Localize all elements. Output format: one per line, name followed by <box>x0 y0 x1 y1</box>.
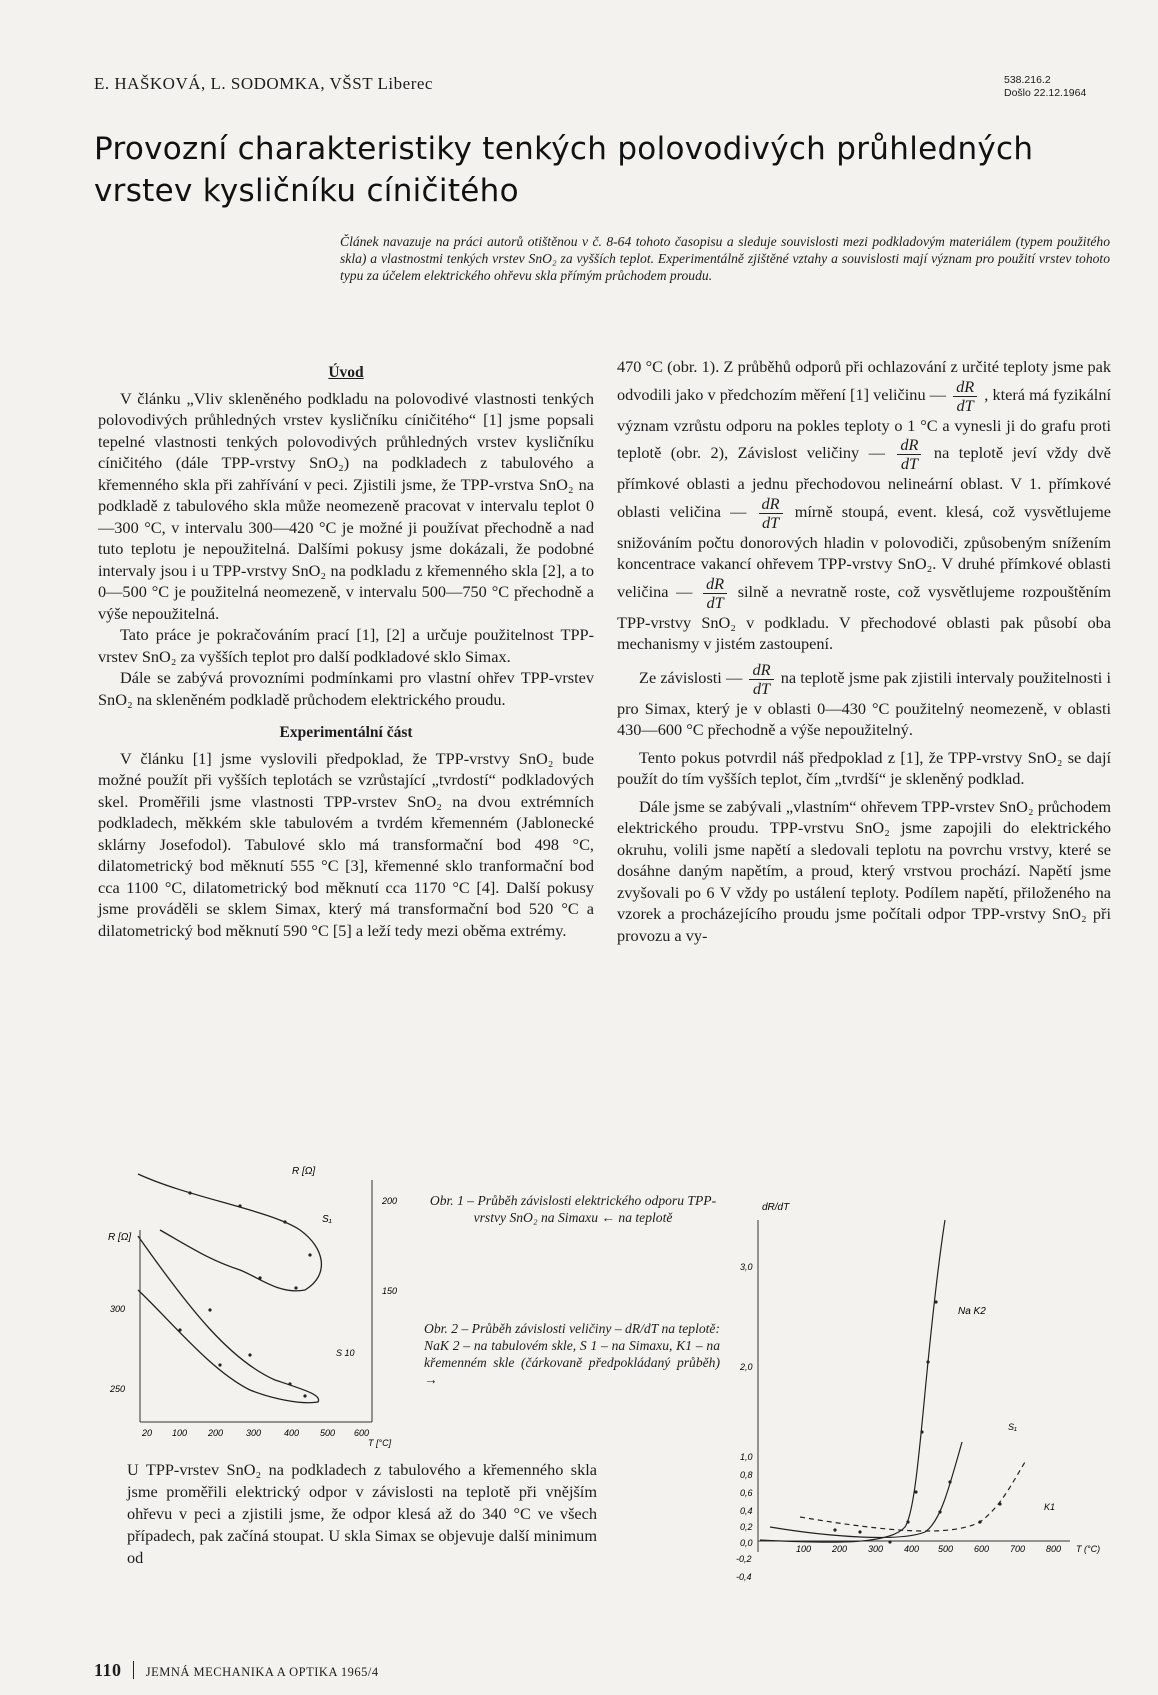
frac-num: dR <box>953 378 977 397</box>
fig2-x-tick: 700 <box>1010 1544 1026 1554</box>
fig2-y-tick: 2,0 <box>740 1362 753 1372</box>
fig2-x-tick: 600 <box>974 1544 990 1554</box>
fig2-y-tick: 0,6 <box>740 1488 753 1498</box>
fig1-curve-s10 <box>138 1236 319 1403</box>
paragraph: V článku [1] jsme vyslovili předpoklad, že TPP-vrstvy SnO₂ bude možné použít při vyšších teplotách se vzrůstající „tvrdostí“ podkladových skel. Proměřili jsme vlastnosti TPP-vrstev SnO₂ na dvou extrémních podkladech, měkkém skle tabulovém a tvrdém křemenném (Jablonecké sklárny Josefodol). Tabulové sklo má transformační bod 498 °C, dilatometrický bod měknutí 555 °C [3], křemenné sklo tranformační bod cca 1100 °C, dilatometrický bod měknutí cca 1170 °C [4]. Další pokusy jsme prováděli se sklem Simax, který má transformační bod 520 °C a dilatometrický bod měknutí 590 °C [5] a leží tedy mezi oběma extrémy. <box>98 748 594 940</box>
frac-den: dT <box>706 592 724 612</box>
frac-num: dR <box>759 495 783 514</box>
fig1-ylabel-right: R [Ω] <box>292 1166 316 1177</box>
fig2-y-tick: 3,0 <box>740 1262 753 1272</box>
fig2-y-tick: -0,4 <box>736 1572 752 1582</box>
fig2-y-tick: 0,4 <box>740 1506 753 1516</box>
fig1-curve-label: S₁ <box>322 1214 332 1225</box>
fig1-left-tick: 300 <box>110 1304 126 1314</box>
text-run: mírně stoupá, event. klesá, což vysvětlujeme snižováním počtu donorových hladin v polovodiči, způsobeným snížením koncentrace vakancí ohřevem TPP-vrstvy SnO₂. V druhé přímkové oblasti veličina — <box>617 501 1111 601</box>
left-column <box>98 358 594 941</box>
text-run: Ze závislosti — <box>639 667 743 687</box>
fig1-left-tick: 250 <box>110 1384 126 1394</box>
fig2-y-tick: 0,0 <box>740 1538 753 1548</box>
authors-line: E. HAŠKOVÁ, L. SODOMKA, VŠST Liberec <box>94 74 433 93</box>
paragraph: U TPP-vrstev SnO₂ na podkladech z tabulového a křemenného skla jsme proměřili elektrický odpor v závislosti na teplotě při vnějším ohřevu v peci a zjistili jsme, že odpor klesá až do 340 °C ve všech případech, pak začíná stoupat. U skla Simax se objevuje další minimum od <box>127 1460 597 1567</box>
right-column <box>617 356 1111 946</box>
intro-heading: Úvod <box>328 364 364 381</box>
paragraph <box>617 661 1111 741</box>
abstract: Článek navazuje na práci autorů otištěnou v č. 8-64 tohoto časopisu a sleduje souvislosti mezi podkladovým materiálem (typem použitého skla) a vlastnostmi tenkých vrstev SnO₂ za vyšších teplot. Experimentálně zjištěné vztahy a souvislosti mají význam pro použití vrstev tohoto typu za účelem elektrického ohřevu skla přímým průchodem proudu. <box>340 234 1110 283</box>
fig2-curve-label: S₁ <box>1008 1422 1017 1432</box>
fig2-y-tick: -0,2 <box>736 1554 752 1564</box>
frac-den: dT <box>761 512 780 532</box>
fig2-x-tick: 800 <box>1046 1544 1062 1554</box>
figure-1 <box>100 1160 430 1450</box>
paragraph: Dále se zabývá provozními podmínkami pro vlastní ohřev TPP-vrstev SnO₂ na skleněném podkladě průchodem elektrického proudu. <box>98 668 594 709</box>
fig1-x-tick: 200 <box>208 1428 224 1438</box>
article-title: Provozní charakteristiky tenkých polovodivých průhledných vrstev kysličníku cíničitého <box>94 131 1034 209</box>
fig1-x-ticks <box>141 1428 369 1438</box>
fig1-xlabel: T [°C] <box>368 1438 392 1448</box>
fig1-x-tick: 400 <box>284 1428 300 1438</box>
text-run: na teplotě jsme pak zjistili intervaly použitelnosti i pro Simax, který je v oblasti 0—430 °C použitelný neomezeně, v oblasti 430—600 °C přechodně a výše nepoužitelný. <box>617 667 1111 739</box>
fig2-y-tick: 0,2 <box>740 1522 753 1532</box>
fig2-curve-label: K1 <box>1044 1502 1056 1512</box>
frac-den: dT <box>752 678 771 698</box>
figure-2 <box>736 1192 1125 1582</box>
received-date: Došlo 22.12.1964 <box>1004 87 1087 99</box>
fig2-points <box>833 1300 1001 1543</box>
text-run: na teplotě jeví vždy dvě přímkové oblasti a jednu přechodovou nelineární oblast. V 1. přímkové oblasti veličina — <box>617 443 1111 521</box>
fraction-dr-dt <box>953 378 977 415</box>
experimental-heading: Experimentální část <box>279 724 413 741</box>
fig1-ylabel-left: R [Ω] <box>108 1232 132 1243</box>
footer-divider <box>133 1661 134 1679</box>
fig2-curve-s1 <box>770 1442 962 1537</box>
fig1-x-tick: 300 <box>246 1428 262 1438</box>
fraction-dr-dt <box>759 495 783 532</box>
paragraph: Tento pokus potvrdil náš předpoklad z [1], že TPP-vrstvy SnO₂ se dají použít do tím vyšších teplot, čím „tvrdší“ je skleněný podklad. <box>617 747 1111 788</box>
fig1-right-tick: 150 <box>382 1286 398 1296</box>
text-run: silně a nevratně roste, což vysvětlujeme rozpouštěním TPP-vrstvy SnO₂ v podkladu. V přechodové oblasti pak působí oba mechanismy v jistém zastoupení. <box>617 581 1111 653</box>
figure-1-caption: Obr. 1 – Průběh závislosti elektrického odporu TPP-vrstvy SnO₂ na Simaxu ← na teplotě <box>429 1193 717 1225</box>
udc-block <box>1004 74 1086 100</box>
fig2-xlabel: T (°C) <box>1076 1544 1101 1554</box>
journal-name: JEMNÁ MECHANIKA A OPTIKA 1965/4 <box>145 1665 379 1679</box>
page-number: 110 <box>94 1660 122 1680</box>
fig2-y-tick: 0,8 <box>740 1470 753 1480</box>
fig1-x-tick: 20 <box>142 1428 153 1438</box>
fig2-x-tick: 500 <box>938 1544 954 1554</box>
page-footer <box>94 1660 379 1681</box>
fig1-right-tick: 200 <box>382 1196 398 1206</box>
frac-num: dR <box>749 661 773 680</box>
fraction-dr-dt <box>897 436 921 473</box>
udc-code: 538.216.2 <box>1004 74 1051 86</box>
fraction-dr-dt <box>749 661 773 698</box>
figure-2-caption: Obr. 2 – Průběh závislosti veličiny – dR/dT na teplotě: NaK 2 – na tabulovém skle, S 1 – na Simaxu, K1 – na křemenném skle (čárkovaně předpokládaný průběh) → <box>424 1321 720 1387</box>
fig2-x-tick: 300 <box>868 1544 884 1554</box>
paragraph <box>617 356 1111 655</box>
fig1-curve-label: S 10 <box>336 1348 355 1358</box>
fig1-x-tick: 500 <box>320 1428 336 1438</box>
frac-num: dR <box>897 436 921 455</box>
fig1-points <box>178 1191 311 1397</box>
paragraph: V článku „Vliv skleněného podkladu na polovodivé vlastnosti tenkých polovodivých průhledných vrstev kysličníku cíničitého“ [1] jsme popsali tepelné vlastnosti tenkých polovodivých průhledných vrstev kysličníku cíničitého (dále TPP-vrstvy SnO₂) na podkladech z tabulového a křemenného skla při zahřívání v peci. Zjistili jsme, že TPP-vrstva SnO₂ na podkladě z tabulového skla může neomezeně pracovat v intervalu teplot 0—300 °C, v intervalu 300—420 °C je možné ji používat přechodně a nad tuto teplotu je nepoužitelná. Dalšími pokusy jsme dokázali, že podobné intervaly jsou i u TPP-vrstvy SnO₂ na podkladu z křemenného skla [2], a to 0—500 °C je použitelná neomezeně, v intervalu 500—750 °C přechodně a výše nepoužitelná. <box>98 388 594 623</box>
fig1-x-tick: 600 <box>354 1428 370 1438</box>
bottom-paragraph <box>127 1459 597 1569</box>
fig2-ylabel: dR/dT <box>762 1202 790 1213</box>
text-run: , která má fyzikální význam vzrůstu odporu na pokles teploty o 1 °C a vynesli ji do grafu proti teplotě (obr. 2), Závislost veličiny — <box>617 384 1111 463</box>
fig2-x-ticks <box>796 1544 1061 1554</box>
frac-den: dT <box>956 395 974 415</box>
fig2-y-tick: 1,0 <box>740 1452 753 1462</box>
paragraph: Dále jsme se zabývali „vlastním“ ohřevem TPP-vrstev SnO₂ průchodem elektrického proudu. TPP-vrstvu SnO₂ jsme zapojili do elektrického okruhu, volili jsme napětí a sledovali teplotu na povrchu vrstvy, které se dosáhne daným napětím, a proud, který vrstvou prochází. Napětí jsme zvyšovali po 6 V vždy po ustálení teploty. Podílem napětí, přiloženého na vzorek a procházejícího proudu jsme počítali odpor TPP-vrstvy SnO₂ při provozu a vy- <box>617 796 1111 945</box>
fig2-curve-label: Na K2 <box>958 1306 986 1317</box>
frac-num: dR <box>703 575 727 594</box>
fig2-x-tick: 100 <box>796 1544 812 1554</box>
paragraph: Tato práce je pokračováním prací [1], [2] a určuje použitelnost TPP-vrstev SnO₂ za vyšších teplot pro další podkladové sklo Simax. <box>98 625 594 666</box>
fig1-x-tick: 100 <box>172 1428 188 1438</box>
text-run: 470 °C (obr. 1). Z průběhů odporů při ochlazování z určité teploty jsme pak odvodili jako v předchozím měření [1] veličinu — <box>617 357 1111 404</box>
fraction-dr-dt <box>703 575 727 612</box>
fig2-x-tick: 200 <box>832 1544 848 1554</box>
fig2-curve-k1 <box>800 1462 1025 1531</box>
fig2-y-ticks <box>736 1262 753 1582</box>
frac-den: dT <box>900 454 919 473</box>
fig2-x-tick: 400 <box>904 1544 920 1554</box>
fig2-curve-nak2 <box>760 1220 945 1542</box>
